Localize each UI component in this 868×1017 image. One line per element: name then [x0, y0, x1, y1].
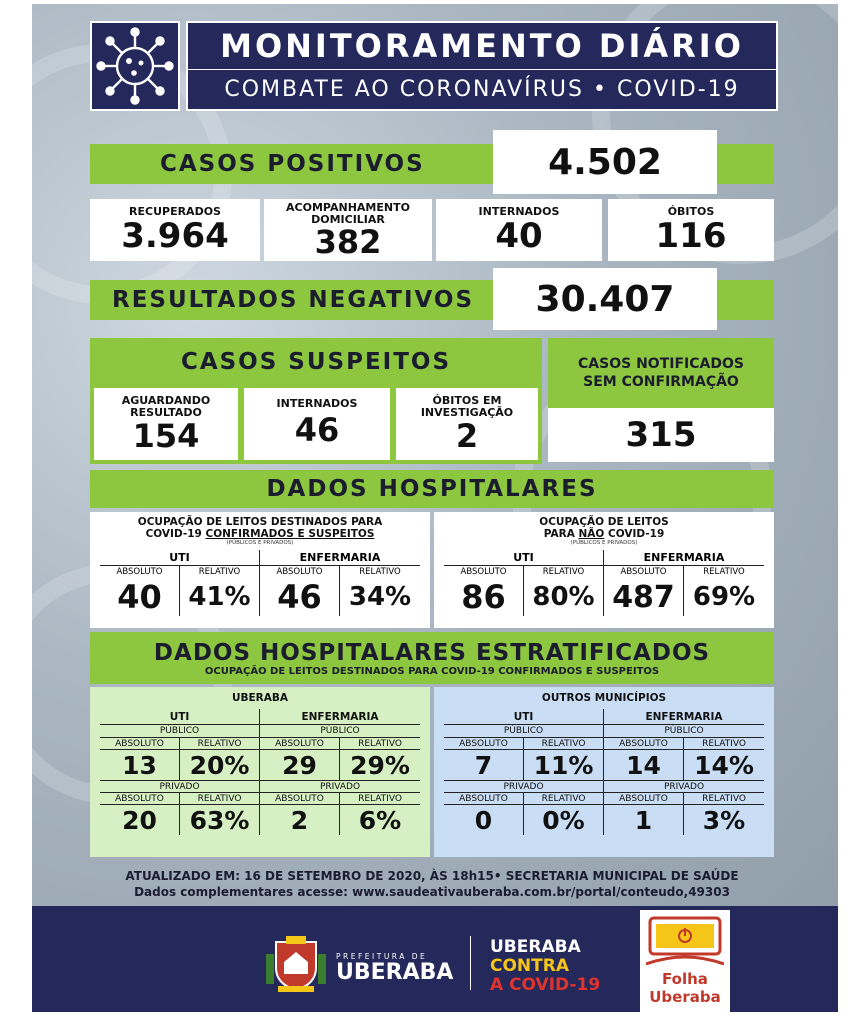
obitos-investigacao-box — [396, 388, 538, 460]
strat-abs-label: ABSOLUTO — [444, 738, 524, 750]
hosp-nao-covid-uti-abs-value: 86 — [444, 578, 524, 616]
strat-rel-label: RELATIVO — [180, 738, 260, 750]
recuperados-label: RECUPERADOS — [129, 205, 221, 218]
strat-abs-label: ABSOLUTO — [604, 793, 684, 805]
hosp-nao-covid-uti-rel-value: 80% — [524, 578, 604, 616]
strat-uberaba-enfermaria: ENFERMARIA — [260, 709, 420, 725]
strat-abs-label: ABSOLUTO — [100, 738, 180, 750]
strat-uberaba-title: UBERABA — [231, 692, 289, 704]
strat-rel-label: RELATIVO — [524, 793, 604, 805]
strat-rel-label: RELATIVO — [340, 793, 420, 805]
strat-uberaba-privado-enf: PRIVADO — [260, 780, 420, 793]
hosp-nao-covid-title-2c: COVID-19 — [604, 528, 665, 540]
coronavirus-icon — [92, 23, 178, 109]
recuperados-value: 3.964 — [121, 216, 229, 256]
strat-rel-label: RELATIVO — [684, 793, 764, 805]
hospitalares-title: DADOS HOSPITALARES — [266, 476, 598, 502]
hosp-nao-covid-title-2a: PARA — [543, 528, 579, 540]
positivos-value-box — [493, 130, 717, 194]
footer-bar — [32, 906, 838, 1012]
hosp-nao-covid-rel-enf: RELATIVO — [703, 567, 745, 577]
campanha-1: UBERABA — [490, 937, 581, 957]
strat-abs-label: ABSOLUTO — [260, 793, 340, 805]
hospitalares-bar — [90, 470, 774, 508]
header-subtitle-box — [186, 69, 778, 111]
estratificados-bar — [90, 632, 774, 684]
hosp-nao-covid-uti: UTI — [444, 550, 604, 566]
suspeitos-label: CASOS SUSPEITOS — [180, 349, 452, 375]
positivos-value: 4.502 — [548, 141, 662, 183]
header-logo-box — [90, 21, 180, 111]
strat-outros-box — [434, 687, 774, 857]
header-title: MONITORAMENTO DIÁRIO — [220, 27, 744, 65]
folha-uberaba-logo — [640, 910, 730, 1012]
internados-value: 40 — [495, 216, 543, 256]
negativos-value: 30.407 — [535, 278, 675, 320]
strat-uberaba-privado-uti-rel: 63% — [180, 805, 260, 835]
strat-outros-publico-uti: PÚBLICO — [444, 725, 604, 738]
strat-outros-title: OUTROS MUNICÍPIOS — [541, 692, 667, 704]
hosp-nao-covid-box — [434, 512, 774, 628]
strat-outros-privado-uti-rel: 0% — [524, 805, 604, 835]
strat-uberaba-publico-uti-abs: 13 — [100, 750, 180, 780]
strat-outros-privado-uti-abs: 0 — [444, 805, 524, 835]
strat-uberaba-box — [90, 687, 430, 857]
susp-internados-value: 46 — [294, 411, 340, 449]
susp-internados-box — [244, 388, 390, 460]
hosp-covid-rel-enf: RELATIVO — [359, 567, 401, 577]
strat-outros-publico-uti-abs: 7 — [444, 750, 524, 780]
strat-uberaba-publico-enf-abs: 29 — [260, 750, 340, 780]
hosp-covid-abs-enf: ABSOLUTO — [260, 566, 340, 578]
hosp-nao-covid-abs-uti: ABSOLUTO — [444, 566, 524, 578]
strat-abs-label: ABSOLUTO — [604, 738, 684, 750]
hosp-covid-title-2 — [146, 528, 375, 540]
hosp-nao-covid-enf-abs-value: 487 — [604, 578, 684, 616]
suspeitos-bar — [90, 338, 542, 386]
hosp-nao-covid-enf-rel-value: 69% — [692, 582, 756, 612]
obitos-box — [608, 199, 774, 261]
hosp-nao-covid-note: (PÚBLICOS E PRIVADOS) — [570, 540, 638, 546]
hosp-covid-enf-abs-value: 46 — [260, 578, 340, 616]
hosp-covid-uti-rel-value: 41% — [180, 578, 260, 616]
infographic — [32, 4, 838, 1012]
hosp-covid-title-1: OCUPAÇÃO DE LEITOS DESTINADOS PARA — [137, 516, 383, 528]
aguardando-box — [94, 388, 238, 460]
acompanhamento-box — [264, 199, 432, 261]
strat-outros-privado-uti: PRIVADO — [444, 780, 604, 793]
hosp-nao-covid-enfermaria: ENFERMARIA — [604, 550, 764, 566]
obitos-label: ÓBITOS — [667, 205, 715, 218]
negativos-label: RESULTADOS NEGATIVOS — [112, 287, 475, 313]
positivos-label: CASOS POSITIVOS — [160, 151, 425, 177]
internados-label: INTERNADOS — [478, 205, 560, 218]
strat-rel-label: RELATIVO — [524, 738, 604, 750]
hosp-nao-covid-abs-enf: ABSOLUTO — [604, 566, 684, 578]
strat-outros-publico-uti-rel: 11% — [524, 750, 604, 780]
header-subtitle: COMBATE AO CORONAVÍRUS • COVID-19 — [224, 77, 740, 102]
footer-divider — [470, 936, 471, 990]
hosp-covid-uti: UTI — [100, 550, 260, 566]
aguardando-value: 154 — [132, 417, 200, 455]
strat-uberaba-privado-uti: PRIVADO — [100, 780, 260, 793]
footer-text — [72, 866, 792, 902]
hosp-nao-covid-title-2b: NÃO — [578, 528, 605, 540]
hosp-covid-uti-abs-value: 40 — [100, 578, 180, 616]
recuperados-box — [90, 199, 260, 261]
strat-outros-privado-enf-rel: 3% — [702, 805, 746, 835]
prefeitura-crest-icon — [264, 934, 328, 994]
strat-uberaba-privado-uti-abs: 20 — [100, 805, 180, 835]
hosp-covid-enf-rel-value: 34% — [348, 582, 412, 612]
hosp-covid-rel-uti: RELATIVO — [180, 566, 260, 578]
prefeitura-small: PREFEITURA DE — [336, 952, 428, 961]
aguardando-label: AGUARDANDO RESULTADO — [121, 394, 211, 419]
strat-uberaba-privado-enf-rel: 6% — [358, 805, 402, 835]
hosp-covid-note: (PÚBLICOS E PRIVADOS) — [226, 540, 294, 546]
strat-uberaba-privado-enf-abs: 2 — [260, 805, 340, 835]
acompanhamento-value: 382 — [314, 223, 382, 261]
prefeitura-big: UBERABA — [336, 960, 454, 985]
strat-outros-uti: UTI — [444, 709, 604, 725]
strat-abs-label: ABSOLUTO — [260, 738, 340, 750]
strat-outros-publico-enf-abs: 14 — [604, 750, 684, 780]
campanha-3: A COVID-19 — [490, 975, 601, 995]
strat-uberaba-publico-enf: PÚBLICO — [260, 725, 420, 738]
strat-abs-label: ABSOLUTO — [100, 793, 180, 805]
prefeitura-text — [336, 952, 456, 985]
hosp-covid-enfermaria: ENFERMARIA — [260, 550, 420, 566]
folha-1: Folha — [662, 970, 708, 988]
strat-outros-privado-enf: PRIVADO — [604, 780, 764, 793]
campanha-2: CONTRA — [490, 956, 569, 976]
strat-uberaba-publico-uti: PÚBLICO — [100, 725, 260, 738]
internados-box — [436, 199, 602, 261]
campanha-text — [490, 938, 630, 995]
strat-rel-label: RELATIVO — [180, 793, 260, 805]
hosp-nao-covid-title-1: OCUPAÇÃO DE LEITOS — [539, 516, 669, 528]
negativos-value-box — [493, 268, 717, 330]
obitos-value: 116 — [655, 216, 727, 256]
estratificados-subtitle: OCUPAÇÃO DE LEITOS DESTINADOS PARA COVID-19 CONFIRMADOS E SUSPEITOS — [204, 665, 660, 677]
notificados-label-box — [548, 338, 774, 408]
strat-outros-publico-enf-rel: 14% — [694, 750, 754, 780]
monitor-icon — [646, 914, 724, 966]
hosp-nao-covid-rel-uti: RELATIVO — [524, 566, 604, 578]
strat-outros-publico-enf: PÚBLICO — [604, 725, 764, 738]
footer-complementares: Dados complementares acesse: www.saudeativauberaba.com.br/portal/conteudo,49303 — [134, 885, 730, 899]
obitos-investigacao-label: ÓBITOS EM INVESTIGAÇÃO — [420, 394, 514, 419]
susp-internados-label: INTERNADOS — [276, 397, 358, 410]
hosp-covid-abs-uti: ABSOLUTO — [100, 566, 180, 578]
strat-outros-privado-enf-abs: 1 — [604, 805, 684, 835]
folha-2: Uberaba — [649, 988, 721, 1006]
strat-uberaba-uti: UTI — [100, 709, 260, 725]
hosp-covid-box — [90, 512, 430, 628]
header-title-box — [186, 21, 778, 69]
notificados-value-box — [548, 408, 774, 462]
strat-abs-label: ABSOLUTO — [444, 793, 524, 805]
acompanhamento-label: ACOMPANHAMENTO DOMICILIAR — [286, 201, 410, 226]
strat-rel-label: RELATIVO — [684, 738, 764, 750]
notificados-label: CASOS NOTIFICADOS SEM CONFIRMAÇÃO — [578, 356, 744, 390]
obitos-investigacao-value: 2 — [455, 417, 479, 455]
strat-rel-label: RELATIVO — [340, 738, 420, 750]
estratificados-title: DADOS HOSPITALARES ESTRATIFICADOS — [153, 639, 711, 666]
strat-outros-enfermaria: ENFERMARIA — [604, 709, 764, 725]
folha-text — [640, 970, 730, 1006]
hosp-covid-title-2b: CONFIRMADOS E SUSPEITOS — [205, 528, 375, 540]
strat-uberaba-publico-enf-rel: 29% — [350, 750, 410, 780]
notificados-value: 315 — [625, 415, 697, 455]
hosp-nao-covid-title-2 — [544, 528, 665, 540]
footer-atualizado: ATUALIZADO EM: 16 DE SETEMBRO DE 2020, ÀS 18h15• SECRETARIA MUNICIPAL DE SAÚDE — [125, 869, 739, 883]
hosp-covid-title-2a: COVID-19 — [145, 528, 206, 540]
strat-uberaba-publico-uti-rel: 20% — [180, 750, 260, 780]
